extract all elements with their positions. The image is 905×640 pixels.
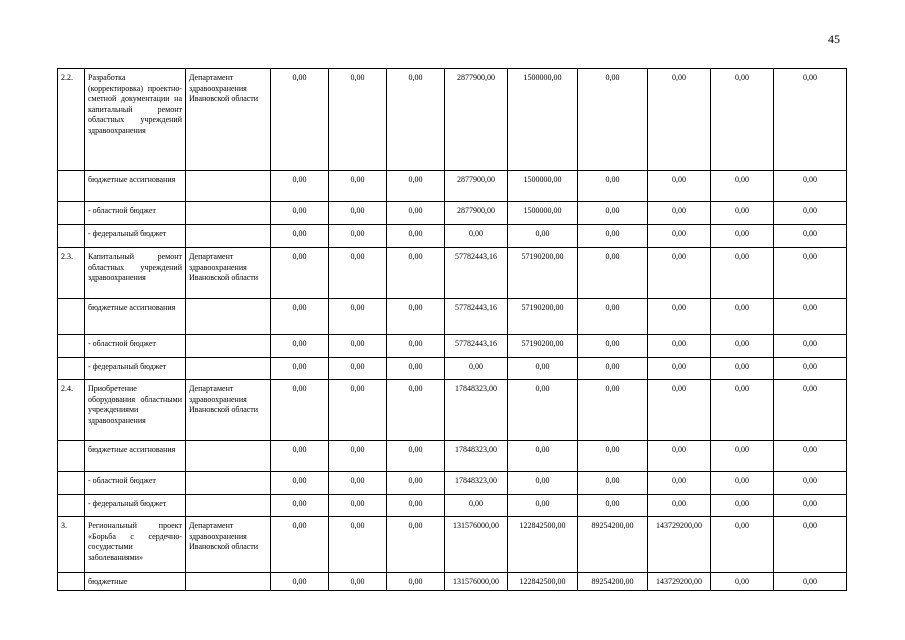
value-cell: 0,00 [648, 202, 711, 225]
value-cell: 57190200,00 [508, 299, 578, 335]
row-number-cell: 3. [58, 517, 85, 573]
value-cell: 0,00 [271, 248, 329, 299]
value-cell: 0,00 [387, 299, 445, 335]
value-cell: 0,00 [271, 517, 329, 573]
executor-cell: Департамент здравоохранения Ивановской области [186, 69, 271, 171]
value-cell: 0,00 [271, 171, 329, 202]
value-cell: 0,00 [578, 358, 648, 380]
value-cell: 131576000,00 [445, 517, 508, 573]
value-cell: 0,00 [711, 441, 774, 472]
value-cell: 0,00 [445, 495, 508, 517]
value-cell: 0,00 [774, 248, 847, 299]
row-name-cell: Капитальный ремонт областных учреждений здравоохранения [85, 248, 186, 299]
value-cell: 0,00 [774, 380, 847, 441]
page-number: 45 [828, 32, 840, 46]
table-row [58, 472, 847, 495]
value-cell: 0,00 [578, 248, 648, 299]
value-cell: 0,00 [648, 171, 711, 202]
row-name-cell: - областной бюджет [85, 335, 186, 358]
value-cell: 0,00 [578, 69, 648, 171]
value-cell: 0,00 [578, 225, 648, 248]
executor-cell: Департамент здравоохранения Ивановской области [186, 517, 271, 573]
value-cell: 57782443,16 [445, 335, 508, 358]
row-number-cell [58, 472, 85, 495]
value-cell: 89254200,00 [578, 517, 648, 573]
value-cell: 0,00 [711, 335, 774, 358]
value-cell: 0,00 [271, 69, 329, 171]
value-cell: 1500000,00 [508, 202, 578, 225]
value-cell: 0,00 [271, 335, 329, 358]
row-number-cell [58, 358, 85, 380]
value-cell: 0,00 [387, 380, 445, 441]
value-cell: 143729200,00 [648, 573, 711, 591]
value-cell: 0,00 [711, 517, 774, 573]
value-cell: 0,00 [774, 573, 847, 591]
value-cell: 0,00 [711, 299, 774, 335]
value-cell: 0,00 [578, 441, 648, 472]
value-cell: 0,00 [329, 472, 387, 495]
value-cell: 0,00 [578, 171, 648, 202]
value-cell: 0,00 [648, 299, 711, 335]
row-name-cell: - областной бюджет [85, 472, 186, 495]
row-number-cell [58, 171, 85, 202]
value-cell: 0,00 [329, 171, 387, 202]
value-cell: 0,00 [329, 495, 387, 517]
value-cell: 57190200,00 [508, 335, 578, 358]
table-row [58, 171, 847, 202]
value-cell: 122842500,00 [508, 573, 578, 591]
value-cell: 0,00 [508, 472, 578, 495]
value-cell: 0,00 [329, 69, 387, 171]
value-cell: 0,00 [711, 472, 774, 495]
row-name-cell: Разработка (корректировка) проектно-сметной документации на капитальный ремонт областных учреждений здравоохранения [85, 69, 186, 171]
budget-table [57, 68, 847, 591]
executor-cell [186, 171, 271, 202]
row-name-cell: - федеральный бюджет [85, 495, 186, 517]
value-cell: 0,00 [329, 573, 387, 591]
executor-cell [186, 299, 271, 335]
row-name-cell: бюджетные ассигнования [85, 171, 186, 202]
value-cell: 0,00 [387, 335, 445, 358]
table-row [58, 573, 847, 591]
table-row [58, 299, 847, 335]
value-cell: 0,00 [387, 225, 445, 248]
executor-cell [186, 358, 271, 380]
value-cell: 0,00 [711, 573, 774, 591]
value-cell: 0,00 [774, 495, 847, 517]
value-cell: 0,00 [648, 441, 711, 472]
value-cell: 0,00 [578, 202, 648, 225]
value-cell: 0,00 [774, 472, 847, 495]
table-row [58, 441, 847, 472]
value-cell: 0,00 [329, 441, 387, 472]
value-cell: 0,00 [578, 472, 648, 495]
executor-cell [186, 225, 271, 248]
table-row [58, 202, 847, 225]
row-number-cell [58, 573, 85, 591]
table-row [58, 517, 847, 573]
value-cell: 0,00 [271, 299, 329, 335]
value-cell: 0,00 [774, 517, 847, 573]
value-cell: 0,00 [445, 225, 508, 248]
value-cell: 0,00 [508, 358, 578, 380]
value-cell: 0,00 [711, 171, 774, 202]
row-name-cell: - областной бюджет [85, 202, 186, 225]
value-cell: 0,00 [648, 225, 711, 248]
value-cell: 0,00 [508, 225, 578, 248]
table-row [58, 380, 847, 441]
row-number-cell [58, 335, 85, 358]
value-cell: 0,00 [329, 358, 387, 380]
value-cell: 0,00 [387, 171, 445, 202]
value-cell: 0,00 [445, 358, 508, 380]
value-cell: 0,00 [271, 573, 329, 591]
value-cell: 17848323,00 [445, 380, 508, 441]
value-cell: 0,00 [271, 380, 329, 441]
value-cell: 143729200,00 [648, 517, 711, 573]
value-cell: 0,00 [648, 335, 711, 358]
table-row [58, 358, 847, 380]
value-cell: 0,00 [329, 202, 387, 225]
value-cell: 0,00 [271, 472, 329, 495]
value-cell: 17848323,00 [445, 472, 508, 495]
row-name-cell: Региональный проект «Борьба с сердечно-сосудистыми заболеваниями» [85, 517, 186, 573]
value-cell: 0,00 [508, 380, 578, 441]
value-cell: 0,00 [711, 358, 774, 380]
value-cell: 0,00 [711, 225, 774, 248]
value-cell: 0,00 [387, 472, 445, 495]
table-row [58, 495, 847, 517]
value-cell: 0,00 [387, 573, 445, 591]
value-cell: 1500000,00 [508, 69, 578, 171]
value-cell: 0,00 [271, 495, 329, 517]
row-name-cell: бюджетные [85, 573, 186, 591]
value-cell: 0,00 [578, 299, 648, 335]
value-cell: 0,00 [578, 380, 648, 441]
value-cell: 57782443,16 [445, 248, 508, 299]
value-cell: 0,00 [648, 472, 711, 495]
value-cell: 0,00 [774, 202, 847, 225]
row-number-cell: 2.4. [58, 380, 85, 441]
value-cell: 2877900,00 [445, 69, 508, 171]
value-cell: 0,00 [648, 358, 711, 380]
value-cell: 2877900,00 [445, 171, 508, 202]
value-cell: 0,00 [711, 248, 774, 299]
table-row [58, 69, 847, 171]
value-cell: 131576000,00 [445, 573, 508, 591]
value-cell: 0,00 [329, 248, 387, 299]
value-cell: 0,00 [329, 225, 387, 248]
value-cell: 0,00 [578, 335, 648, 358]
value-cell: 0,00 [578, 495, 648, 517]
row-name-cell: Приобретение оборудования областными учреждениями здравоохранения [85, 380, 186, 441]
value-cell: 122842500,00 [508, 517, 578, 573]
table-row [58, 225, 847, 248]
value-cell: 1500000,00 [508, 171, 578, 202]
value-cell: 0,00 [271, 358, 329, 380]
value-cell: 0,00 [648, 69, 711, 171]
value-cell: 0,00 [711, 380, 774, 441]
executor-cell [186, 335, 271, 358]
value-cell: 0,00 [329, 299, 387, 335]
value-cell: 0,00 [774, 358, 847, 380]
table-row [58, 248, 847, 299]
value-cell: 0,00 [711, 495, 774, 517]
row-name-cell: - федеральный бюджет [85, 225, 186, 248]
executor-cell [186, 573, 271, 591]
value-cell: 0,00 [329, 380, 387, 441]
value-cell: 0,00 [387, 517, 445, 573]
executor-cell [186, 495, 271, 517]
row-name-cell: бюджетные ассигнования [85, 441, 186, 472]
row-name-cell: бюджетные ассигнования [85, 299, 186, 335]
value-cell: 0,00 [711, 202, 774, 225]
value-cell: 0,00 [774, 299, 847, 335]
value-cell: 2877900,00 [445, 202, 508, 225]
value-cell: 17848323,00 [445, 441, 508, 472]
row-number-cell [58, 225, 85, 248]
value-cell: 0,00 [387, 202, 445, 225]
value-cell: 0,00 [508, 441, 578, 472]
table-body [58, 69, 847, 591]
value-cell: 0,00 [387, 441, 445, 472]
value-cell: 0,00 [329, 335, 387, 358]
value-cell: 0,00 [774, 441, 847, 472]
value-cell: 0,00 [387, 495, 445, 517]
row-name-cell: - федеральный бюджет [85, 358, 186, 380]
value-cell: 0,00 [387, 358, 445, 380]
row-number-cell: 2.3. [58, 248, 85, 299]
row-number-cell [58, 299, 85, 335]
value-cell: 0,00 [648, 495, 711, 517]
row-number-cell [58, 202, 85, 225]
value-cell: 0,00 [648, 380, 711, 441]
value-cell: 0,00 [508, 495, 578, 517]
value-cell: 0,00 [774, 171, 847, 202]
executor-cell [186, 441, 271, 472]
row-number-cell [58, 441, 85, 472]
row-number-cell: 2.2. [58, 69, 85, 171]
executor-cell [186, 472, 271, 495]
value-cell: 0,00 [329, 517, 387, 573]
value-cell: 57782443,16 [445, 299, 508, 335]
executor-cell: Департамент здравоохранения Ивановской области [186, 380, 271, 441]
value-cell: 0,00 [648, 248, 711, 299]
value-cell: 0,00 [271, 225, 329, 248]
value-cell: 0,00 [387, 69, 445, 171]
value-cell: 0,00 [774, 69, 847, 171]
value-cell: 0,00 [774, 335, 847, 358]
executor-cell: Департамент здравоохранения Ивановской области [186, 248, 271, 299]
table-row [58, 335, 847, 358]
executor-cell [186, 202, 271, 225]
value-cell: 0,00 [271, 441, 329, 472]
value-cell: 57190200,00 [508, 248, 578, 299]
row-number-cell [58, 495, 85, 517]
value-cell: 0,00 [774, 225, 847, 248]
value-cell: 89254200,00 [578, 573, 648, 591]
value-cell: 0,00 [271, 202, 329, 225]
value-cell: 0,00 [711, 69, 774, 171]
value-cell: 0,00 [387, 248, 445, 299]
